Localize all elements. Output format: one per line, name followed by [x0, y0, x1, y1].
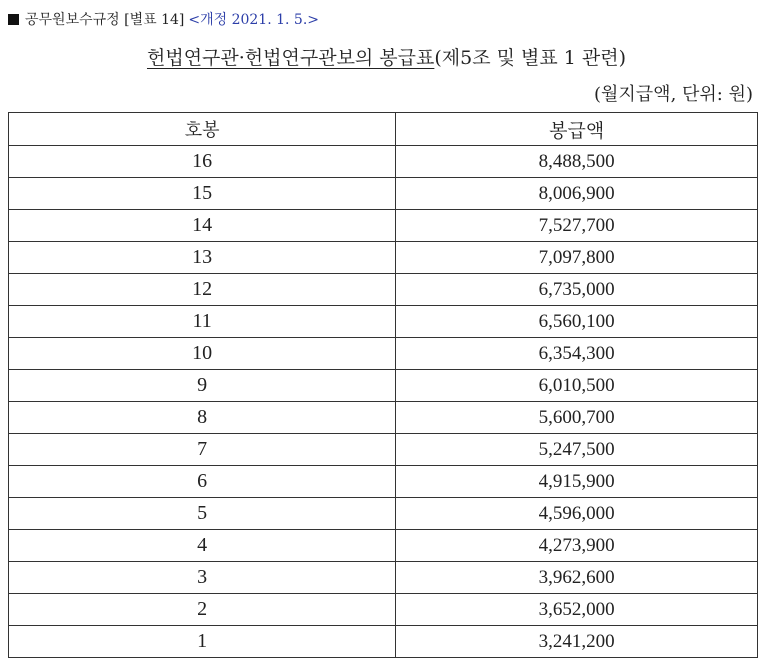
amount-cell: 6,010,500 — [396, 370, 758, 402]
step-cell: 16 — [9, 146, 396, 178]
amount-cell: 8,488,500 — [396, 146, 758, 178]
amendment-link[interactable]: <개정 2021. 1. 5.> — [188, 12, 320, 28]
step-cell: 3 — [9, 562, 396, 594]
table-row — [9, 242, 758, 274]
title-main: 헌법연구관·헌법연구관보의 봉급표 — [146, 47, 435, 69]
table-row — [9, 402, 758, 434]
title-suffix: (제5조 및 별표 1 관련) — [434, 47, 627, 69]
amount-cell: 3,241,200 — [396, 626, 758, 658]
step-cell: 13 — [9, 242, 396, 274]
step-cell: 7 — [9, 434, 396, 466]
amount-cell: 4,273,900 — [396, 530, 758, 562]
page-title — [0, 43, 773, 70]
amount-cell: 6,354,300 — [396, 338, 758, 370]
step-cell: 4 — [9, 530, 396, 562]
unit-note: (월지급액, 단위: 원) — [594, 84, 753, 105]
amount-cell: 7,527,700 — [396, 210, 758, 242]
step-cell: 14 — [9, 210, 396, 242]
table-header-row — [9, 113, 758, 146]
table-row — [9, 306, 758, 338]
table-row — [9, 370, 758, 402]
table-row — [9, 562, 758, 594]
table-row — [9, 274, 758, 306]
table-row — [9, 178, 758, 210]
salary-table — [8, 112, 758, 658]
step-cell: 10 — [9, 338, 396, 370]
amount-cell: 6,560,100 — [396, 306, 758, 338]
step-cell: 6 — [9, 466, 396, 498]
column-header-amount: 봉급액 — [396, 113, 758, 146]
table-row — [9, 498, 758, 530]
table-row — [9, 594, 758, 626]
amount-cell: 4,596,000 — [396, 498, 758, 530]
amount-cell: 7,097,800 — [396, 242, 758, 274]
regulation-reference: 공무원보수규정 [별표 14] — [25, 12, 185, 28]
amount-cell: 5,600,700 — [396, 402, 758, 434]
step-cell: 15 — [9, 178, 396, 210]
amount-cell: 5,247,500 — [396, 434, 758, 466]
amount-cell: 3,962,600 — [396, 562, 758, 594]
amount-cell: 8,006,900 — [396, 178, 758, 210]
regulation-header — [8, 9, 319, 29]
table-body — [9, 146, 758, 658]
amount-cell: 4,915,900 — [396, 466, 758, 498]
table-row — [9, 146, 758, 178]
amount-cell: 3,652,000 — [396, 594, 758, 626]
step-cell: 2 — [9, 594, 396, 626]
step-cell: 5 — [9, 498, 396, 530]
table-row — [9, 530, 758, 562]
step-cell: 9 — [9, 370, 396, 402]
amount-cell: 6,735,000 — [396, 274, 758, 306]
table-row — [9, 338, 758, 370]
table-row — [9, 626, 758, 658]
step-cell: 8 — [9, 402, 396, 434]
step-cell: 12 — [9, 274, 396, 306]
table-row — [9, 466, 758, 498]
table-row — [9, 434, 758, 466]
black-square-icon — [8, 14, 19, 25]
column-header-step: 호봉 — [9, 113, 396, 146]
step-cell: 1 — [9, 626, 396, 658]
table-row — [9, 210, 758, 242]
step-cell: 11 — [9, 306, 396, 338]
